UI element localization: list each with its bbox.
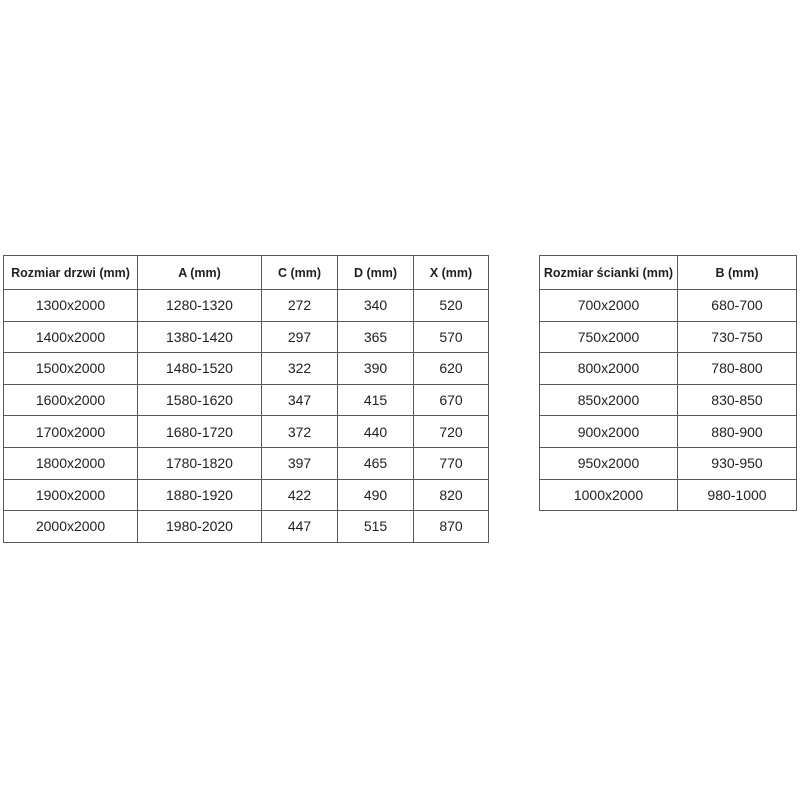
table-cell: 1900x2000: [4, 479, 138, 511]
table-cell: 730-750: [678, 321, 797, 353]
column-header: A (mm): [138, 256, 262, 290]
door-size-table: [3, 255, 489, 543]
table-cell: 520: [414, 290, 489, 322]
header-row: [4, 256, 489, 290]
table-cell: 570: [414, 321, 489, 353]
table-cell: 347: [262, 384, 338, 416]
table-cell: 1980-2020: [138, 511, 262, 543]
table-cell: 780-800: [678, 353, 797, 385]
table-row: [4, 353, 489, 385]
table-cell: 390: [338, 353, 414, 385]
table-cell: 1000x2000: [540, 479, 678, 511]
table-cell: 770: [414, 447, 489, 479]
table-cell: 1600x2000: [4, 384, 138, 416]
table-cell: 820: [414, 479, 489, 511]
table-cell: 1380-1420: [138, 321, 262, 353]
table-cell: 1880-1920: [138, 479, 262, 511]
table-row: [4, 447, 489, 479]
table-cell: 980-1000: [678, 479, 797, 511]
table-cell: 1800x2000: [4, 447, 138, 479]
table-cell: 830-850: [678, 384, 797, 416]
table-cell: 850x2000: [540, 384, 678, 416]
table-cell: 340: [338, 290, 414, 322]
table-cell: 900x2000: [540, 416, 678, 448]
column-header: Rozmiar drzwi (mm): [4, 256, 138, 290]
table-row: [4, 384, 489, 416]
table-cell: 1500x2000: [4, 353, 138, 385]
table-cell: 800x2000: [540, 353, 678, 385]
table-row: [540, 416, 797, 448]
table-cell: 1400x2000: [4, 321, 138, 353]
table-cell: 415: [338, 384, 414, 416]
table-cell: 1580-1620: [138, 384, 262, 416]
table-row: [540, 290, 797, 322]
table-cell: 1780-1820: [138, 447, 262, 479]
door-size-table-header: [4, 256, 489, 290]
header-row: [540, 256, 797, 290]
table-cell: 880-900: [678, 416, 797, 448]
table-cell: 950x2000: [540, 447, 678, 479]
table-cell: 322: [262, 353, 338, 385]
table-row: [4, 479, 489, 511]
table-row: [4, 290, 489, 322]
table-cell: 465: [338, 447, 414, 479]
table-row: [4, 511, 489, 543]
column-header: B (mm): [678, 256, 797, 290]
table-cell: 440: [338, 416, 414, 448]
column-header: X (mm): [414, 256, 489, 290]
table-cell: 297: [262, 321, 338, 353]
table-cell: 272: [262, 290, 338, 322]
table-row: [540, 479, 797, 511]
table-cell: 515: [338, 511, 414, 543]
table-cell: 422: [262, 479, 338, 511]
table-cell: 372: [262, 416, 338, 448]
column-header: C (mm): [262, 256, 338, 290]
wall-size-table: [539, 255, 797, 511]
table-cell: 750x2000: [540, 321, 678, 353]
table-cell: 365: [338, 321, 414, 353]
table-row: [4, 321, 489, 353]
table-row: [540, 353, 797, 385]
table-cell: 670: [414, 384, 489, 416]
table-cell: 490: [338, 479, 414, 511]
table-row: [4, 416, 489, 448]
table-row: [540, 384, 797, 416]
table-cell: 720: [414, 416, 489, 448]
table-cell: 2000x2000: [4, 511, 138, 543]
table-cell: 1680-1720: [138, 416, 262, 448]
table-row: [540, 447, 797, 479]
table-row: [540, 321, 797, 353]
table-cell: 930-950: [678, 447, 797, 479]
table-cell: 680-700: [678, 290, 797, 322]
table-cell: 700x2000: [540, 290, 678, 322]
table-cell: 447: [262, 511, 338, 543]
table-cell: 1300x2000: [4, 290, 138, 322]
table-cell: 397: [262, 447, 338, 479]
wall-size-table-header: [540, 256, 797, 290]
column-header: Rozmiar ścianki (mm): [540, 256, 678, 290]
table-cell: 870: [414, 511, 489, 543]
table-cell: 620: [414, 353, 489, 385]
column-header: D (mm): [338, 256, 414, 290]
table-cell: 1480-1520: [138, 353, 262, 385]
wall-size-table-body: [540, 290, 797, 511]
table-cell: 1280-1320: [138, 290, 262, 322]
door-size-table-body: [4, 290, 489, 543]
table-cell: 1700x2000: [4, 416, 138, 448]
